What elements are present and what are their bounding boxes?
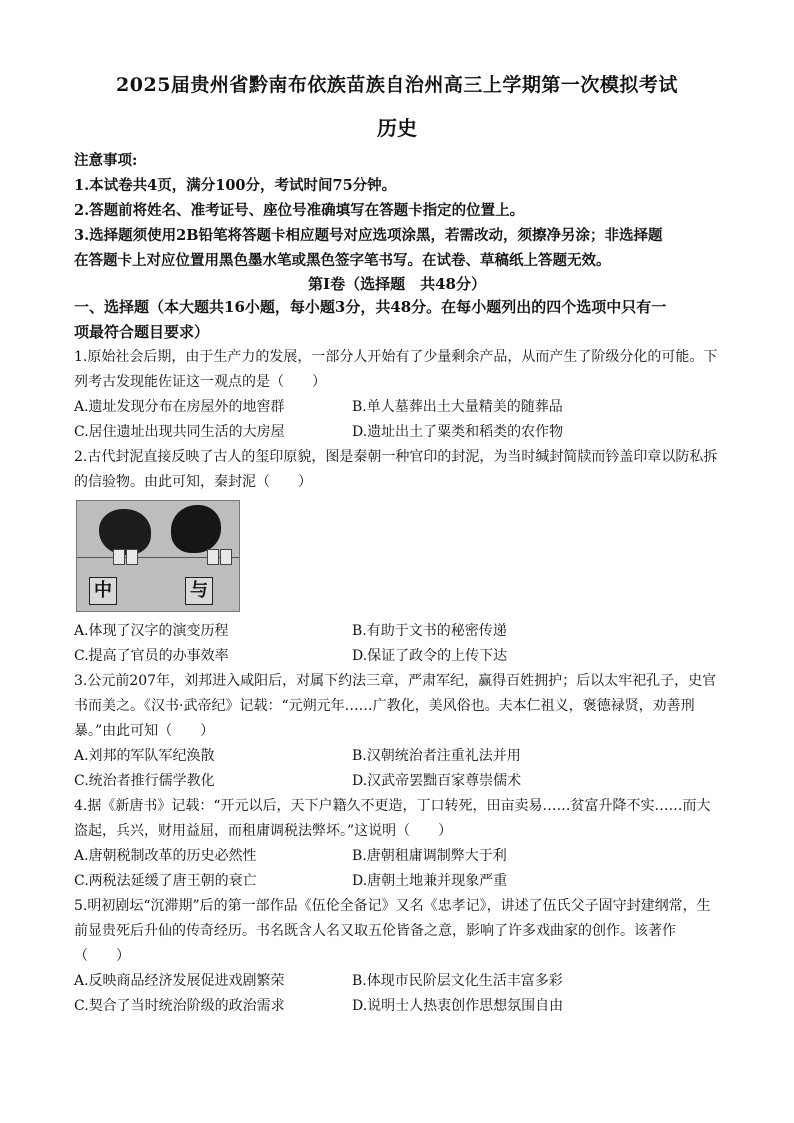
stem-line: 列考古发现能佐证这一观点的是（ ） [74,374,326,390]
seal-label-tag [126,549,138,565]
option-c[interactable]: C.居住遗址出现共同生活的大房屋 [74,424,285,440]
option-d[interactable]: D.遗址出土了粟类和稻类的农作物 [352,424,564,440]
question-4-stem [74,794,724,844]
stem-line: 3.公元前207年，刘邦进入咸阳后，对属下约法三章，严肃军纪，赢得百姓拥护；后以太牢祀孔子，史官 [74,673,717,689]
option-d[interactable]: D.说明士人热衷创作思想氛围自由 [352,998,564,1014]
option-d[interactable]: D.保证了政令的上传下达 [352,648,508,664]
option-c[interactable]: C.统治者推行儒学教化 [74,773,215,789]
option-c[interactable]: C.提高了官员的办事效率 [74,648,229,664]
notes-section [74,148,724,273]
note-item: 1.本试卷共4页，满分100分，考试时间75分钟。 [74,177,397,194]
option-b[interactable]: B.单人墓葬出土大量精美的随葬品 [352,399,563,415]
option-d[interactable]: D.汉武帝罢黜百家尊崇儒术 [352,773,522,789]
question-5-options-row-2 [74,994,724,1019]
option-c[interactable]: C.契合了当时统治阶级的政治需求 [74,998,285,1014]
question-2-options-row-1 [74,619,724,644]
seal-character-right: 与 [185,577,213,605]
section-description [74,295,724,345]
stem-line: （ ） [74,948,130,964]
note-item: 2.答题前将姓名、准考证号、座位号准确填写在答题卡指定的位置上。 [74,202,525,219]
section-desc-line: 一、选择题（本大题共16小题，每小题3分，共48分。在每小题列出的四个选项中只有一 [74,298,667,316]
stem-line: 2.古代封泥直接反映了古人的玺印原貌，图是秦朝一种官印的封泥，为当时缄封简牍而钤盖印章以防私拆 [74,449,718,465]
notes-heading: 注意事项: [74,152,138,169]
clay-seal-image [76,500,240,612]
stem-line: 盗起，兵兴，财用益屈，而租庸调税法弊坏。”这说明（ ） [74,823,453,839]
stem-line: 5.明初剧坛“沉滞期”后的第一部作品《伍伦全备记》又名《忠孝记》，讲述了伍氏父子固守封建纲常，生 [74,898,711,914]
option-a[interactable]: A.遗址发现分布在房屋外的地窖群 [74,399,285,415]
question-3-options-row-1 [74,744,724,769]
stem-line: 4.据《新唐书》记载：“开元以后，天下户籍久不更造，丁口转死，田亩卖易……贫富升降不实……而大 [74,798,711,814]
note-item: 3.选择题须使用2B铅笔将答题卡相应题号对应选项涂黑，若需改动，须擦净另涂；非选择题 [74,227,663,244]
seal-label-tag [113,549,125,565]
option-b[interactable]: B.汉朝统治者注重礼法并用 [352,748,521,764]
stem-line: 书而美之。《汉书·武帝纪》记载：“元朔元年……广教化，美风俗也。夫本仁祖义，褒德禄贤，劝善刑 [74,698,695,714]
question-5-stem [74,894,724,969]
question-1-options-row-2 [74,420,724,445]
seal-character-left: 中 [89,577,117,605]
clay-seal-back [171,505,221,553]
question-5-options-row-1 [74,969,724,994]
option-c[interactable]: C.两税法延缓了唐王朝的衰亡 [74,873,257,889]
question-4-options-row-2 [74,869,724,894]
exam-title: 2025届贵州省黔南布依族苗族自治州高三上学期第一次模拟考试 [116,74,678,96]
option-b[interactable]: B.有助于文书的秘密传递 [352,623,507,639]
stem-line: 前显贵死后升仙的传奇经历。书名既含人名又取五伦皆备之意，影响了许多戏曲家的创作。该著作 [74,923,676,939]
seal-label-tag [207,549,219,565]
question-3-options-row-2 [74,769,724,794]
question-1-stem [74,345,724,395]
note-item: 在答题卡上对应位置用黑色墨水笔或黑色签字笔书写。在试卷、草稿纸上答题无效。 [74,252,611,269]
stem-line: 1.原始社会后期，由于生产力的发展，一部分人开始有了少量剩余产品，从而产生了阶级分化的可能。下 [74,349,718,365]
question-2-options-row-2 [74,644,724,669]
exam-subject: 历史 [377,116,417,140]
question-3-stem [74,669,724,744]
option-a[interactable]: A.刘邦的军队军纪涣散 [74,748,215,764]
seal-label-tag [220,549,232,565]
question-1-options-row-1 [74,395,724,420]
clay-seal-front [99,509,151,555]
option-d[interactable]: D.唐朝土地兼并现象严重 [352,873,508,889]
section-title: 第Ⅰ卷（选择题 共48分） [308,275,486,293]
option-b[interactable]: B.体现市民阶层文化生活丰富多彩 [352,973,563,989]
option-a[interactable]: A.唐朝税制改革的历史必然性 [74,848,257,864]
question-4-options-row-1 [74,844,724,869]
option-b[interactable]: B.唐朝租庸调制弊大于利 [352,848,507,864]
question-2-stem [74,445,724,495]
option-a[interactable]: A.体现了汉字的演变历程 [74,623,229,639]
section-desc-line: 项最符合题目要求） [74,323,210,341]
option-a[interactable]: A.反映商品经济发展促进戏剧繁荣 [74,973,285,989]
stem-line: 暴。”由此可知（ ） [74,723,215,739]
stem-line: 的信验物。由此可知，秦封泥（ ） [74,474,312,490]
